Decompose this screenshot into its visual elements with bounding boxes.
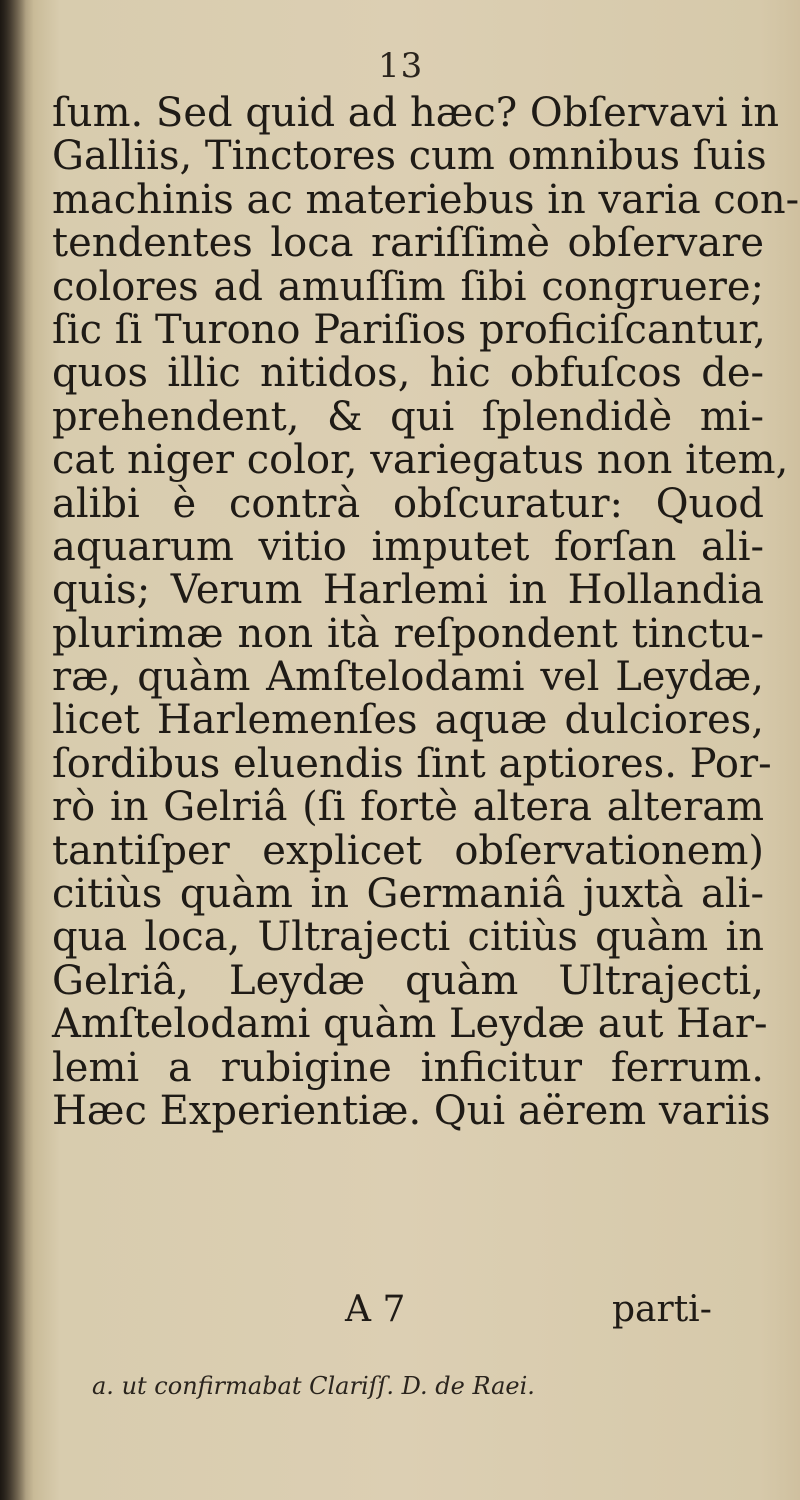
text-line: Galliis, Tinctores cum omnibus ſuis	[52, 133, 767, 180]
text-line: tantiſper explicet obſervationem)	[52, 827, 764, 874]
body-text	[52, 90, 800, 1134]
footnote: a. ut confirmabat Clariſſ. D. de Raei.	[92, 1372, 535, 1400]
text-line: Hæc Experientiæ. Qui aërem variis	[52, 1087, 771, 1134]
text-line: plurimæ non ità reſpondent tinctu-	[52, 610, 764, 657]
text-line: Gelriâ, Leydæ quàm Ultrajecti,	[52, 957, 764, 1004]
text-line: ſordibus eluendis ſint aptiores. Por-	[52, 740, 772, 787]
text-line: aquarum vitio imputet forſan ali-	[52, 523, 764, 570]
text-line: qua loca, Ultrajecti citiùs quàm in	[52, 914, 764, 961]
gutter-shadow	[0, 0, 26, 1500]
text-line: Amſtelodami quàm Leydæ aut Har-	[52, 1001, 768, 1048]
text-line: machinis ac materiebus in varia con-	[52, 176, 800, 223]
text-line: cat niger color, variegatus non item,	[52, 437, 789, 484]
text-line: ſum. Sed quid ad hæc? Obſervavi in	[52, 90, 779, 136]
text-line: alibi è contrà obſcuratur: Quod	[52, 480, 764, 527]
text-line: licet Harlemenſes aquæ dulciores,	[52, 697, 764, 744]
text-line: tendentes loca rariſſimè obſervare	[52, 220, 764, 267]
text-line: quos illic nitidos, hic obfuſcos de-	[52, 350, 764, 397]
text-line: rò in Gelriâ (ſi fortè altera alteram	[52, 784, 764, 831]
signature-mark: A 7	[345, 1289, 406, 1330]
text-line: colores ad amuſſim ſibi congruere;	[52, 263, 764, 310]
page-number: 13	[378, 46, 424, 86]
text-line: prehendent, & qui ſplendidè mi-	[52, 393, 764, 440]
text-line: quis; Verum Harlemi in Hollandia	[52, 567, 764, 614]
catchword: parti-	[612, 1289, 712, 1330]
text-line: ſic ſi Turono Pariſios proficiſcantur,	[52, 306, 766, 353]
text-line: lemi a rubigine inficitur ferrum.	[52, 1044, 764, 1091]
text-line: citiùs quàm in Germaniâ juxtà ali-	[52, 871, 764, 918]
text-line: ræ, quàm Amſtelodami vel Leydæ,	[52, 654, 764, 701]
